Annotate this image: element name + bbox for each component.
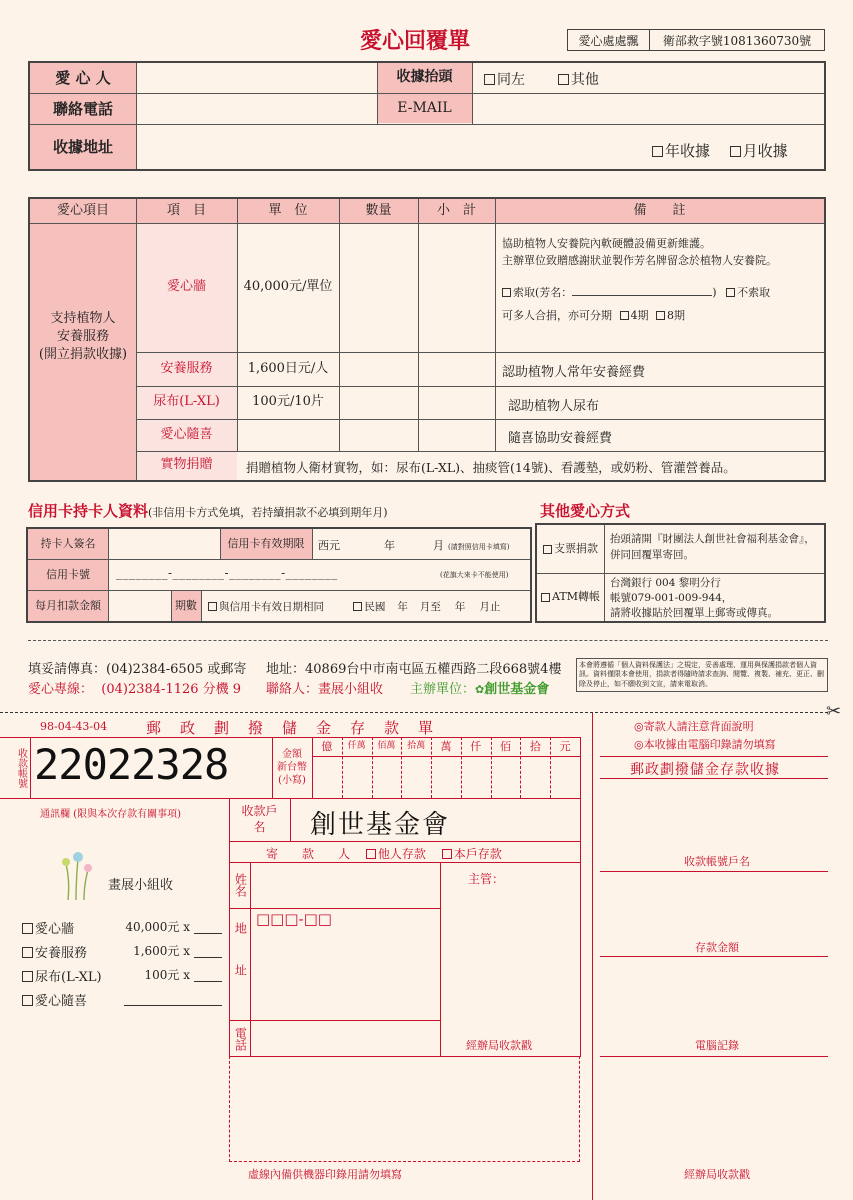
- currency-label: 新台幣: [277, 762, 307, 773]
- other-deposit-label: 他人存款: [377, 847, 426, 861]
- self-deposit-label: 本戶存款: [453, 847, 502, 861]
- amount-box-label: [272, 737, 312, 798]
- memo-item-name: [22, 966, 102, 985]
- supervisor-label: 主管：: [468, 872, 505, 886]
- donor-name-label: 愛 心 人: [55, 68, 111, 87]
- digit-header: 拾萬: [407, 741, 426, 752]
- in-kind-note: 捐贈植物人衛材實物，如：尿布(L-XL)、抽痰管(14號)、看護墊，或奶粉、管灌營養品。: [246, 460, 736, 475]
- memo-item-name: [22, 918, 74, 937]
- page-title: 愛心回覆單: [360, 28, 471, 54]
- item-name: 愛心牆: [166, 279, 206, 295]
- card-title-text: 信用卡持卡人資料: [28, 502, 149, 520]
- other-label: 其他: [570, 72, 599, 88]
- item-name: 實物捐贈: [160, 457, 213, 473]
- group-label: [30, 223, 136, 451]
- atm-checkbox[interactable]: [541, 593, 550, 602]
- memo-group: 畫展小組收: [108, 878, 174, 893]
- digit-divider: [401, 737, 402, 798]
- take-close: ): [712, 286, 717, 299]
- postal-title: 郵 政 劃 撥 儲 金 存 款 單: [146, 719, 436, 737]
- atm-label: [537, 573, 604, 621]
- donor-name-field[interactable]: [137, 64, 376, 92]
- memo-label: 通訊欄 (限與本次存款有關事項): [40, 809, 181, 820]
- check-text: [610, 532, 815, 564]
- card-number-label: 信用卡號: [46, 567, 90, 581]
- zip-field[interactable]: □□□-□□: [256, 910, 332, 928]
- computer-record-label: 電腦記錄: [695, 1039, 739, 1052]
- depositor-label-text: 寄 款 人: [266, 847, 351, 861]
- account-number: 22022328: [34, 740, 229, 789]
- fax-line: 填妥請傳真：(04)2384-6505 或郵寄: [28, 662, 247, 677]
- memo-item-checkbox[interactable]: [22, 971, 33, 982]
- depositor-label: [266, 845, 502, 862]
- digit-header: 佰萬: [377, 741, 396, 752]
- amount-field[interactable]: [109, 591, 170, 620]
- atm-text: [610, 576, 778, 622]
- phone-label: 聯絡電話: [52, 99, 113, 118]
- memo-item-name: [22, 942, 87, 961]
- address-field[interactable]: [137, 126, 637, 168]
- period-8-checkbox[interactable]: [656, 311, 665, 320]
- address-label-postal: 地址: [233, 922, 248, 1006]
- memo-item-checkbox[interactable]: [22, 995, 33, 1006]
- privacy-notice: 本會將遵循「個人資料保護法」之規定，妥善處理、運用與保護捐款者個人資訊。資料僅限本會使用，捐款者得隨時請求查詢、閱覽、複製、補充、更正、刪除及停止，如不願收到文宣，請來電取消。: [576, 658, 828, 692]
- wall-note-line2: 主辦單位致贈感謝狀並製作芳名牌留念於植物人安養院。: [502, 253, 777, 267]
- no-take-label: 不索取: [737, 286, 771, 299]
- period-label: 期數: [175, 598, 197, 612]
- depositor-phone-field[interactable]: [251, 1021, 439, 1056]
- digit-header: 仟: [470, 739, 482, 753]
- item-name: 尿布(L-XL): [153, 394, 220, 410]
- item-qty-field[interactable]: [340, 353, 417, 385]
- receipt-title-label: 收據抬頭: [396, 69, 453, 86]
- deposit-amount-label: 存款金額: [695, 941, 739, 954]
- card-number-hint: (花旗大來卡不能使用): [440, 571, 509, 579]
- atm-text-line3: 請將收據貼於回覆單上郵寄或傳真。: [610, 607, 778, 620]
- other-title: 其他愛心方式: [540, 502, 631, 520]
- col-header-note: 備 註: [633, 202, 686, 218]
- year-checkbox[interactable]: [652, 146, 663, 157]
- name-label: 姓名: [233, 873, 248, 897]
- flower-icon: [56, 850, 96, 902]
- card-number-field[interactable]: ________-________-________-________: [116, 566, 338, 580]
- cut-line: [0, 712, 828, 713]
- digit-header: 萬: [440, 739, 452, 753]
- col-header-item: 項 目: [166, 202, 206, 218]
- scissors-icon: ✂: [826, 701, 842, 722]
- wall-note-line1: 協助植物人安養院內軟硬體設備更新維護。: [502, 237, 711, 250]
- digit-field[interactable]: [402, 757, 430, 797]
- payee-label-text: 收款戶名: [241, 803, 278, 834]
- account-label: [12, 737, 30, 798]
- item-unit: 100元/10片: [252, 394, 324, 410]
- digit-field[interactable]: [313, 757, 341, 797]
- installment-text: 可多人合捐，亦可分期: [502, 308, 612, 322]
- tag-value: 衛部救字號1081360730號: [662, 33, 812, 48]
- period-4-checkbox[interactable]: [620, 311, 629, 320]
- digit-divider: [520, 737, 521, 798]
- same-as-card-label: 與信用卡有效日期相同: [219, 601, 324, 613]
- group-label-line1: 支持植物人: [50, 310, 116, 326]
- check-label: [537, 525, 604, 573]
- from-year-label: 年: [397, 601, 408, 613]
- atm-label-text: ATM轉帳: [552, 590, 600, 604]
- memo-item-checkbox[interactable]: [22, 947, 33, 958]
- memo-item-label: 安養服務: [35, 946, 88, 961]
- digit-header: 億: [321, 739, 333, 753]
- memo-item-label: 尿布(L-XL): [35, 970, 102, 985]
- digit-field[interactable]: [521, 757, 549, 797]
- tag-label: 愛心處處飄: [568, 30, 650, 50]
- receipt-title-options: [484, 69, 599, 89]
- depositor-name-field[interactable]: [251, 863, 439, 907]
- card-title: [28, 500, 388, 521]
- roc-label: 民國: [364, 601, 386, 613]
- wall-note: [502, 236, 822, 324]
- phone-field[interactable]: [137, 95, 376, 123]
- digit-header: 佰: [500, 739, 512, 753]
- card-note: (非信用卡方式免填，若持續捐款不必填到期年月): [148, 506, 388, 519]
- group-label-line2: 安養服務: [56, 328, 109, 344]
- digit-field[interactable]: [343, 757, 371, 797]
- same-label: 同左: [497, 72, 525, 88]
- machine-note: 虛線內備供機器印錄用請勿填寫: [248, 1168, 402, 1181]
- atm-text-line1: 台灣銀行 004 黎明分行: [610, 577, 721, 589]
- check-label-text: 支票捐款: [554, 542, 598, 556]
- memo-item-label: 愛心隨喜: [35, 994, 88, 1009]
- account-label-text: 收款帳號: [15, 747, 27, 788]
- digit-field[interactable]: [492, 757, 520, 797]
- era-label: 西元: [318, 539, 340, 552]
- self-deposit-checkbox[interactable]: [442, 849, 452, 859]
- digit-divider: [550, 737, 551, 798]
- contact-person: 聯絡人：畫展小組收: [266, 682, 384, 697]
- amount-label-text: 金額: [282, 749, 302, 760]
- memo-item-qty-field[interactable]: [124, 996, 222, 1006]
- other-checkbox[interactable]: [558, 74, 569, 85]
- digit-divider: [491, 737, 492, 798]
- digit-divider: [342, 737, 343, 798]
- atm-text-line2: 帳號079-001-009-944，: [610, 592, 733, 605]
- memo-item-price: 1,600元 x: [133, 944, 190, 958]
- item-unit: 1,600日元/人: [247, 360, 329, 376]
- digit-field[interactable]: [551, 757, 579, 797]
- item-qty-field[interactable]: [340, 387, 417, 418]
- item-unit: [237, 419, 339, 451]
- address-label: 收據地址: [52, 137, 113, 156]
- year-label: 年收據: [665, 142, 711, 160]
- month-label: 月: [433, 539, 444, 552]
- digit-header: 元: [559, 739, 571, 753]
- divider: [28, 640, 828, 641]
- take-checkbox[interactable]: [502, 288, 511, 297]
- col-header-unit: 單 位: [268, 202, 308, 218]
- check-text-line1: 抬頭請開『財團法人創世社會福利基金會』，: [610, 533, 815, 545]
- digit-field[interactable]: [462, 757, 490, 797]
- wall-take-row: [502, 285, 822, 302]
- currency-note: (小寫): [278, 775, 306, 786]
- memo-item-name: [22, 990, 87, 1009]
- right-stamp-label: 經辦局收款戳: [684, 1168, 750, 1181]
- item-name: 愛心隨喜: [160, 426, 213, 442]
- machine-area: [229, 1056, 580, 1162]
- form-code: 98-04-43-04: [40, 720, 108, 733]
- right-note-1: ◎寄款人請注意背面說明: [634, 720, 754, 733]
- same-checkbox[interactable]: [484, 74, 495, 85]
- memo-item-qty-field[interactable]: [194, 948, 222, 958]
- item-note: 認助植物人尿布: [508, 399, 600, 414]
- to-month-label: 月止: [479, 601, 501, 613]
- memo-item-qty-field[interactable]: [194, 924, 222, 934]
- month-label: 月收據: [742, 142, 788, 160]
- receipt-title: 郵政劃撥儲金存款收據: [630, 762, 780, 778]
- payee-name: 創世基金會: [310, 810, 451, 840]
- payee-label: [229, 798, 290, 841]
- name-plate-field[interactable]: [572, 286, 712, 296]
- digit-divider: [461, 737, 462, 798]
- expiry-hint: (請對照信用卡填寫): [448, 543, 510, 551]
- month-checkbox[interactable]: [730, 146, 741, 157]
- take-label: 索取(芳名：: [513, 286, 573, 299]
- to-year-label: 年: [454, 601, 466, 613]
- hotline-number: (04)2384-1126 分機 9: [101, 682, 242, 697]
- group-label-line3: (開立捐款收據): [38, 347, 128, 363]
- organizer-label: 主辦單位：: [410, 682, 476, 697]
- check-text-line2: 併同回覆單寄回。: [610, 548, 694, 561]
- digit-header: 拾: [529, 739, 541, 753]
- col-header-qty: 數量: [365, 202, 392, 218]
- no-take-checkbox[interactable]: [726, 288, 735, 297]
- organizer: [410, 678, 549, 697]
- year-label: 年: [384, 539, 395, 552]
- email-field[interactable]: [473, 95, 823, 123]
- period-options: [208, 599, 500, 614]
- payee-account-label: 收款帳號戶名: [684, 855, 750, 868]
- memo-item-qty-field[interactable]: [194, 972, 222, 982]
- memo-item-label: 愛心牆: [35, 922, 75, 937]
- email-label: E-MAIL: [397, 100, 452, 117]
- item-unit: 40,000元/單位: [243, 279, 333, 295]
- holder-signature-field[interactable]: [109, 530, 219, 558]
- item-qty-field[interactable]: [340, 224, 417, 351]
- memo-item-checkbox[interactable]: [22, 923, 33, 934]
- roc-checkbox[interactable]: [353, 602, 362, 611]
- digit-divider: [372, 737, 373, 798]
- item-note: 隨喜協助安養經費: [508, 431, 613, 446]
- amount-label: 每月扣款金額: [35, 598, 101, 612]
- memo-item-price: 100元 x: [144, 968, 190, 982]
- org-logo-icon: ✿: [475, 683, 485, 696]
- digit-field[interactable]: [432, 757, 460, 797]
- registration-tag: [567, 29, 825, 51]
- digit-header: 仟萬: [347, 741, 366, 752]
- period-8-label: 8期: [667, 308, 685, 322]
- other-deposit-checkbox[interactable]: [366, 849, 376, 859]
- hotline-line: [28, 678, 241, 697]
- item-note: 認助植物人常年安養經費: [502, 365, 646, 380]
- receipt-freq-options: [652, 140, 788, 161]
- period-4-label: 4期: [630, 308, 649, 322]
- digit-divider: [431, 737, 432, 798]
- col-header-subtotal: 小 計: [436, 202, 476, 218]
- holder-label: 持卡人簽名: [40, 537, 96, 551]
- installment-row: [502, 308, 822, 325]
- expiry-label: 信用卡有效期限: [227, 537, 305, 551]
- from-month-label: 月至: [419, 601, 441, 613]
- check-checkbox[interactable]: [543, 545, 552, 554]
- memo-item-price: 40,000元 x: [125, 920, 190, 934]
- digit-field[interactable]: [373, 757, 401, 797]
- hotline-label: 愛心專線：: [28, 682, 94, 697]
- phone-label-postal: 電話: [233, 1026, 248, 1051]
- same-as-card-checkbox[interactable]: [208, 602, 217, 611]
- item-qty-field[interactable]: [340, 420, 417, 450]
- col-header-category: 愛心項目: [56, 202, 109, 218]
- stamp-label: 經辦局收款戳: [466, 1039, 532, 1052]
- right-note-2: ◎本收據由電腦印錄請勿填寫: [634, 738, 776, 751]
- expiry-field[interactable]: [318, 537, 528, 553]
- item-name: 安養服務: [160, 360, 213, 376]
- org-logo-text: 創世基金會: [484, 682, 550, 697]
- address-line: 地址：40869台中市南屯區五權西路二段668號4樓: [266, 662, 562, 677]
